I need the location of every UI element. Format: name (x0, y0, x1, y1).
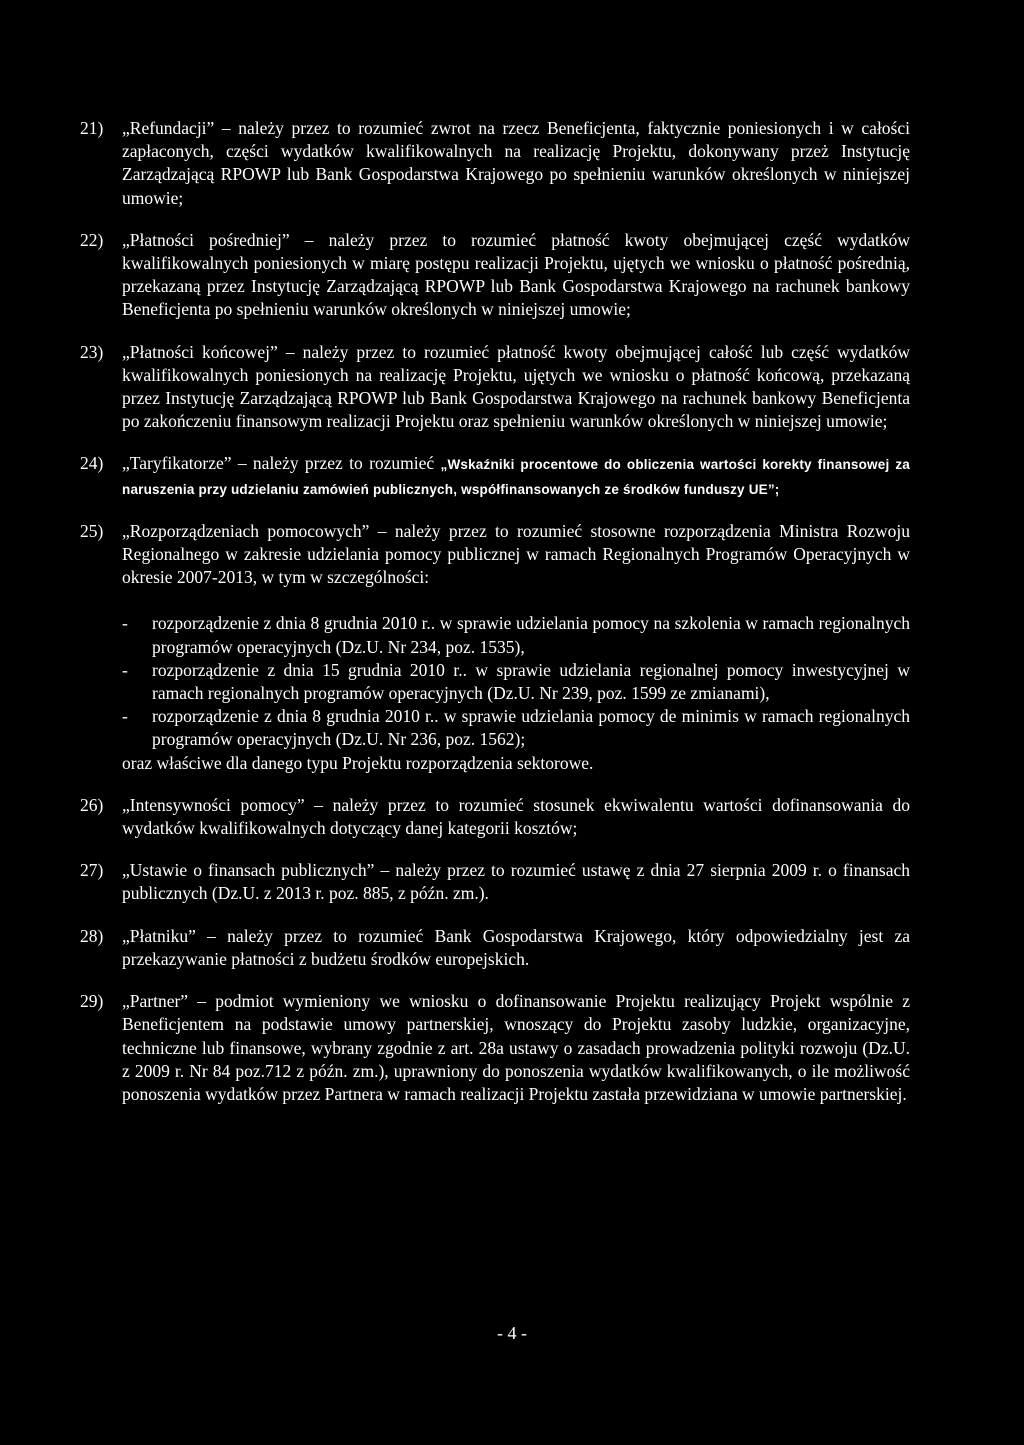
item-number: 23) (80, 341, 104, 362)
regulation-list-item (122, 659, 910, 705)
item-text: „Płatności końcowej” – należy przez to rozumieć płatność kwoty obejmującej całość lub część wydatków kwalifikowalnych poniesionych na realizację Projektu, ujętych we wniosku o płatność końcową, przekazaną przez Instytucję Zarządzającą RPOWP lub Bank Gospodarstwa Krajowego na rachunek bankowy Beneficjenta po zakończeniu finansowym realizacji Projektu oraz spełnieniu warunków określonych w niniejszej umowie; (122, 341, 910, 432)
definition-item-22 (80, 229, 910, 322)
item-text: „Intensywności pomocy” – należy przez to rozumieć stosunek ekwiwalentu wartości dofinansowania do wydatków kwalifikowalnych dotyczący danej kategorii kosztów; (122, 794, 910, 839)
regulation-list-item (122, 705, 910, 751)
item-number: 27) (80, 860, 104, 881)
page-number: - 4 - (497, 1323, 527, 1343)
definition-item-24 (80, 452, 910, 500)
item-number: 29) (80, 991, 104, 1012)
item-text-bold: „Wskaźniki procentowe do obliczenia wartości korekty finansowej za naruszenia przy udzielaniu zamówień publicznych, współfinansowanych ze środków funduszy UE”; (122, 457, 910, 497)
item-text: „Refundacji” – należy przez to rozumieć zwrot na rzecz Beneficjenta, faktycznie poniesionych i w całości zapłaconych, części wydatków kwalifikowalnych na realizację Projektu, dokonywany przeż Instytucję Zarządzającą RPOWP lub Bank Gospodarstwa Krajowego po spełnieniu warunków określonych w niniejszej umowie; (122, 118, 910, 208)
item-number: 24) (80, 453, 104, 474)
item-body (122, 520, 910, 775)
definition-item-28 (80, 925, 910, 971)
item-text: „Ustawie o finansach publicznych” – należy przez to rozumieć ustawę z dnia 27 sierpnia 2009 r. o finansach publicznych (Dz.U. z 2013 r. poz. 885, z późn. zm.). (122, 860, 910, 904)
item-text: „Rozporządzeniach pomocowych” – należy przez to rozumieć stosowne rozporządzenia Ministra Rozwoju Regionalnego w zakresie udzielania pomocy publicznej w ramach Regionalnych Programów Operacyjnych w okresie 2007-2013, w tym w szczególności: (122, 520, 910, 588)
item-text: „Partner” – podmiot wymieniony we wniosku o dofinansowanie Projektu realizujący Projekt wspólnie z Beneficjentem na podstawie umowy partnerskiej, wnoszący do Projektu zasoby ludzkie, organizacyjne, techniczne lub finansowe, wybrany zgodnie z art. 28a ustawy o zasadach prowadzenia polityki rozwoju (Dz.U. z 2009 r. Nr 84 poz.712 z późn. zm.), uprawniony do ponoszenia wydatków kwalifikowanych, o ile możliwość ponoszenia wydatków przez Partnera w ramach realizacji Projektu zastała przewidziana w umowie partnerskiej. (122, 991, 910, 1104)
definition-item-23 (80, 341, 910, 434)
regulation-text: rozporządzenie z dnia 8 grudnia 2010 r.. w sprawie udzielania pomocy na szkolenia w ramach regionalnych programów operacyjnych (Dz.U. Nr 234, poz. 1535), (152, 613, 910, 657)
item-text: „Płatniku” – należy przez to rozumieć Bank Gospodarstwa Krajowego, który odpowiedzialny jest za przekazywanie płatności z budżetu środków europejskich. (122, 925, 910, 969)
definition-item-25 (80, 520, 910, 775)
definitions-list (80, 117, 910, 1125)
item-number: 22) (80, 229, 104, 250)
definition-item-27 (80, 859, 910, 905)
dash-bullet: - (122, 659, 128, 680)
item-number: 26) (80, 794, 104, 815)
item-text-lead: „Taryfikatorze” – należy przez to rozumieć (122, 453, 441, 474)
dash-bullet: - (122, 706, 128, 727)
item-closing-text: oraz właściwe dla danego typu Projektu rozporządzenia sektorowe. (122, 752, 594, 773)
item-number: 28) (80, 925, 104, 946)
regulation-list (122, 612, 910, 751)
regulation-list-item (122, 612, 910, 658)
definition-item-26 (80, 794, 910, 840)
regulation-text: rozporządzenie z dnia 15 grudnia 2010 r.. w sprawie udzielania regionalnej pomocy inwestycyjnej w ramach regionalnych programów operacyjnych (Dz.U. Nr 239, poz. 1599 ze zmianami), (152, 659, 910, 704)
regulation-text: rozporządzenie z dnia 8 grudnia 2010 r.. w sprawie udzielania pomocy de minimis w ramach regionalnych programów operacyjnych (Dz.U. Nr 236, poz. 1562); (152, 706, 910, 750)
item-text (122, 452, 910, 500)
definition-item-29 (80, 990, 910, 1106)
item-number: 25) (80, 520, 104, 541)
item-number: 21) (80, 118, 104, 138)
item-text: „Płatności pośredniej” – należy przez to rozumieć płatność kwoty obejmującej część wydatków kwalifikowalnych poniesionych w miarę postępu realizacji Projektu, ujętych we wniosku o płatność pośrednią, przekazaną przez Instytucję Zarządzającą RPOWP lub Bank Gospodarstwa Krajowego na rachunek bankowy Beneficjenta po spełnieniu warunków określonych w niniejszej umowie; (122, 229, 910, 320)
dash-bullet: - (122, 613, 128, 634)
definition-item-21 (80, 117, 910, 210)
